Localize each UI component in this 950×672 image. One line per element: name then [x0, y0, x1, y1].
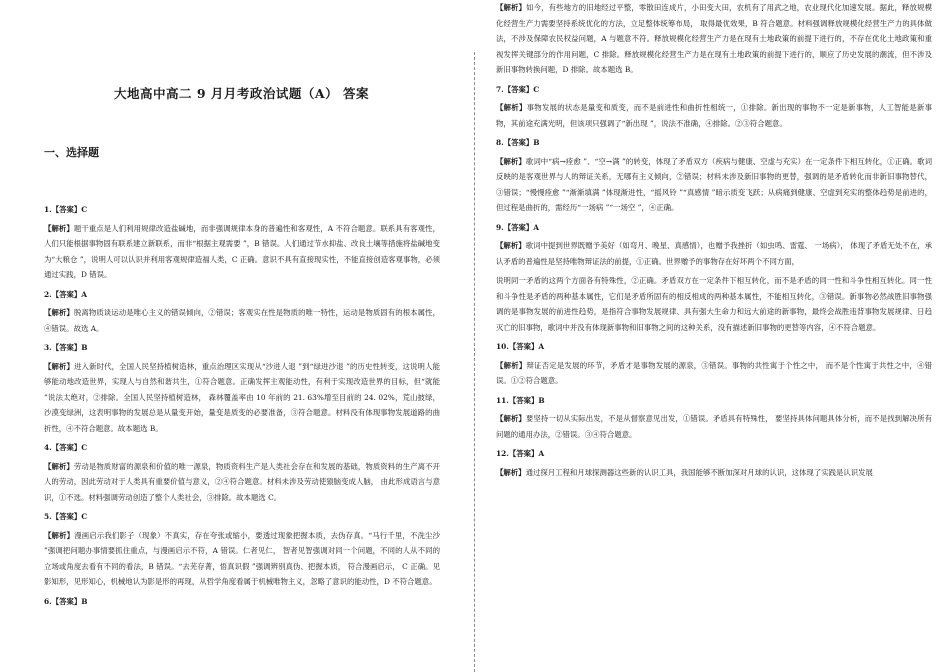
explanation-text: 歌词中提到世界既赠予美好（如弯月、晚星、真感情），也赠予我挫折（如虫鸣、雷霆、 一场病）， 体现了矛盾无处不在，承认矛盾的普遍性是坚持唯物辩证法的前提，①正确。世界赠予的事物存在好坏两个不同方面， [496, 241, 932, 266]
answer-key: 3.【答案】B [44, 343, 88, 352]
explanation-label: 【解析】 [496, 467, 526, 477]
explanation [44, 528, 440, 590]
answer-key: 8.【答案】B [496, 138, 540, 147]
explanation [496, 0, 932, 78]
explanation-text: 歌词中“病→痊愈 ”、“空→满 ”的转变，体现了矛盾双方（疾病与健康、空虚与充实）在一定条件下相互转化，①正确。歌词反映的是客观世界与人的辩证关系，无哪有主义倾向，②错误；材料未涉及新旧事物的更替，强调的是矛盾转化而非新旧事物替代，③错误；“慢慢痊愈 ”“渐渐填满 ”体现渐进性，“摇风铃 ”“真感情 ”暗示质变飞跃；从病痛到健康、空虚到充实的整体趋势是前进的，但过程是曲折的，需经历“一场病 ”“一场空 ”，④正确。 [496, 156, 932, 212]
explanation-label: 【解析】 [44, 461, 74, 471]
explanation [496, 238, 932, 269]
explanation [496, 465, 932, 481]
answer-item [496, 135, 932, 216]
explanation-text: 漫画启示我们影子（现象）不真实，存在夸张或缩小，要透过现象把握本质，去伪存真。“马行千里，不洗尘沙 ”强调把问题办事情要抓住重点，与漫画启示不符，A 错误。仁者见仁， 智者见智强调对同一个问题，不同的人从不同的立场或角度去看有不同的看法，B 错误。“去芜存菁，悟真识假 ”强调辨别真伪、把握本质， 符合漫画启示， C 正确。见影知形，见形知心，机械地认为影是形的再现，从哲学角度看属于机械唯物主义，忽略了意识的能动性，D 不符合题意。 [44, 530, 440, 586]
answer-key: 9.【答案】A [496, 222, 540, 232]
answer-key: 2.【答案】A [44, 289, 88, 299]
explanation-label: 【解析】 [496, 360, 527, 370]
answer-key: 1.【答案】C [44, 205, 88, 214]
section-heading: 一、选择题 [44, 146, 99, 159]
answer-item [496, 220, 932, 270]
page-divider [474, 52, 475, 672]
left-page [0, 0, 474, 672]
explanation-text: 如今，有些地方的旧地经过平整，零散田连成片，小田变大田，农机有了用武之地，农业现代化加速发展。据此，释放规模化经营生产力需要坚持系统优化的方法，立足整体统筹布局， 取得最优效果，B 符合题意。材料强调释放规模化经营生产力的具体做法，不涉及保障农民权益问题，A 与题意不符。释放规模化经营生产力是在现有土地政策的前提下进行的，不存在优化土地政策和重视发挥关键部分的作用问题，C 排除。释放规模化经营生产力是在现有土地政策的前提下进行的，顺应了历史发展的潮流，但不涉及新旧事物转换问题，D 排除。故本题选 B。 [496, 3, 932, 74]
explanation-text: 事物发展的状态是量变和质变，而不是前进性和曲折性相统一，①排除。新出现的事物不一定是新事物，人工智能是新事物，其前途充满光明，但该项只强调了“新出现 ”，说法不准确，④排除。②③符合题意。 [496, 103, 932, 128]
explanation-text: 要坚持一切从实际出发，不是从督察意见出发，①错误。矛盾具有特殊性， 要坚持具体问题具体分析，而不是找到解决所有问题的通用办法，②错误。③④符合题意。 [496, 414, 932, 439]
explanation [44, 459, 440, 506]
explanation [44, 305, 440, 336]
explanation-text: 辩证否定是发展的环节，矛盾才是事物发展的源泉，③错误。事物的共性寓于个性之中， 而不是个性寓于共性之中，④错误。①②符合题意。 [496, 360, 932, 385]
answer-item [44, 594, 440, 610]
right-page [476, 0, 950, 672]
explanation [44, 221, 440, 283]
explanation [496, 100, 932, 131]
explanation-label: 【解析】 [496, 103, 527, 112]
explanation [496, 273, 932, 335]
answer-key: 11.【答案】B [496, 395, 545, 405]
explanation-label: 【解析】 [44, 223, 74, 233]
explanation-text: 题干重点是人们利用规律改造盐碱地，而非强调规律本身的普遍性和客观性，A 不符合题意。联系具有客观性，人们只能根据事物固有联系建立新联系，而非“根据主观需要 ”，B 错误。人们通过节水抑盐、改良土壤等措施将盐碱地变为“大粮仓 ”，说明人可以认识并利用客观规律造福人类，C 正确。意识不具有直接现实性，不能直接创造客观事物，必须通过实践，D 错误。 [44, 223, 440, 279]
answer-key: 4.【答案】C [44, 443, 88, 452]
explanation [44, 359, 440, 437]
answer-key: 10.【答案】A [496, 342, 545, 351]
explanation-label: 【解析】 [496, 156, 526, 166]
question-list-left [44, 202, 440, 609]
answer-key: 7.【答案】C [496, 84, 540, 94]
answer-item [496, 273, 932, 335]
explanation-text: 劳动是物质财富的源泉和价值的唯一源泉，物质资料生产是人类社会存在和发展的基础，物质资料的生产离不开人的劳动，因此劳动对于人类具有重要价值与意义，②④符合题意。材料未涉及劳动使猿脑变成人脑， 由此形成语言与意识，①不选。材料强调劳动创造了整个人类社会，③排除。故本题选 C。 [44, 461, 440, 502]
explanation-label: 【解析】 [496, 241, 526, 250]
explanation-label: 【解析】 [496, 414, 526, 423]
document-title: 大地高中高二 9 月月考政治试题（A） 答案 [114, 86, 369, 101]
answer-item [496, 0, 932, 78]
explanation [496, 411, 932, 442]
explanation-label: 【解析】 [44, 530, 75, 540]
answer-item [44, 509, 440, 590]
explanation [496, 358, 932, 389]
answer-item [496, 339, 932, 389]
answer-key: 12.【答案】A [496, 449, 545, 458]
question-list-right [496, 0, 932, 480]
explanation-label: 【解析】 [496, 3, 527, 12]
answer-item [44, 287, 440, 337]
answer-item [44, 440, 440, 505]
answer-item [44, 340, 440, 436]
explanation-text: 通过探月工程和月球探测器这些新的认识工具，我国能够不断加深对月球的认识，这体现了实践是认识发展 [525, 467, 873, 477]
explanation-text: 脱离物质谈运动是唯心主义的错误倾向，②错误；客观实在性是物质的唯一特性，运动是物质固有的根本属性，④错误。故选 A。 [44, 308, 440, 333]
answer-item [496, 393, 932, 443]
answer-key: 5.【答案】C [44, 512, 88, 521]
answer-item [496, 82, 932, 132]
explanation-label: 【解析】 [44, 361, 75, 371]
explanation-label: 【解析】 [44, 308, 74, 317]
explanation [496, 154, 932, 216]
answer-key: 6.【答案】B [44, 596, 88, 606]
explanation-text: 说明同一矛盾的这两个方面各有特殊性，②正确。矛盾双方在一定条件下相互转化，而不是矛盾的同一性和斗争性相互转化。同一性和斗争性是矛盾的两种基本属性，它们是矛盾所固有的相反相成的两种基本属性，不能相互转化，③错误。新事物必然战胜旧事物强调的是事物发展的前进性趋势，是指符合事物发展规律、具有强大生命力和远大前途的新事物，最终会战胜违背事物发展规律、日趋灭亡的旧事物，歌词中并没有体现新事物和旧事物之间的这种关系，没有描述新旧事物的更替等内容，④不符合题意。 [496, 276, 932, 332]
explanation-text: 进入新时代，全国人民坚持植树造林，重点治理区实现从“沙进人退 ”到“绿进沙退 ”的历史性转变，这说明人能够能动地改造世界，实现人与自然和谐共生，①符合题意。正确发挥主观能动性，有利于实现改造世界的目标，但“就能 ”说法太绝对，②排除。全国人民坚持植树造林， 森林覆盖率由 10 年前的 21. 63%增至目前的 24. 02%，荒山披绿，沙漠变绿洲，这表明事物的发展总是从量变开始，量变是质变的必要准备，③符合题意。材料没有体现事物发展道路的曲折性，④不符合题意。故本题选 B。 [44, 361, 440, 433]
answer-item [496, 446, 932, 480]
answer-item [44, 202, 440, 283]
